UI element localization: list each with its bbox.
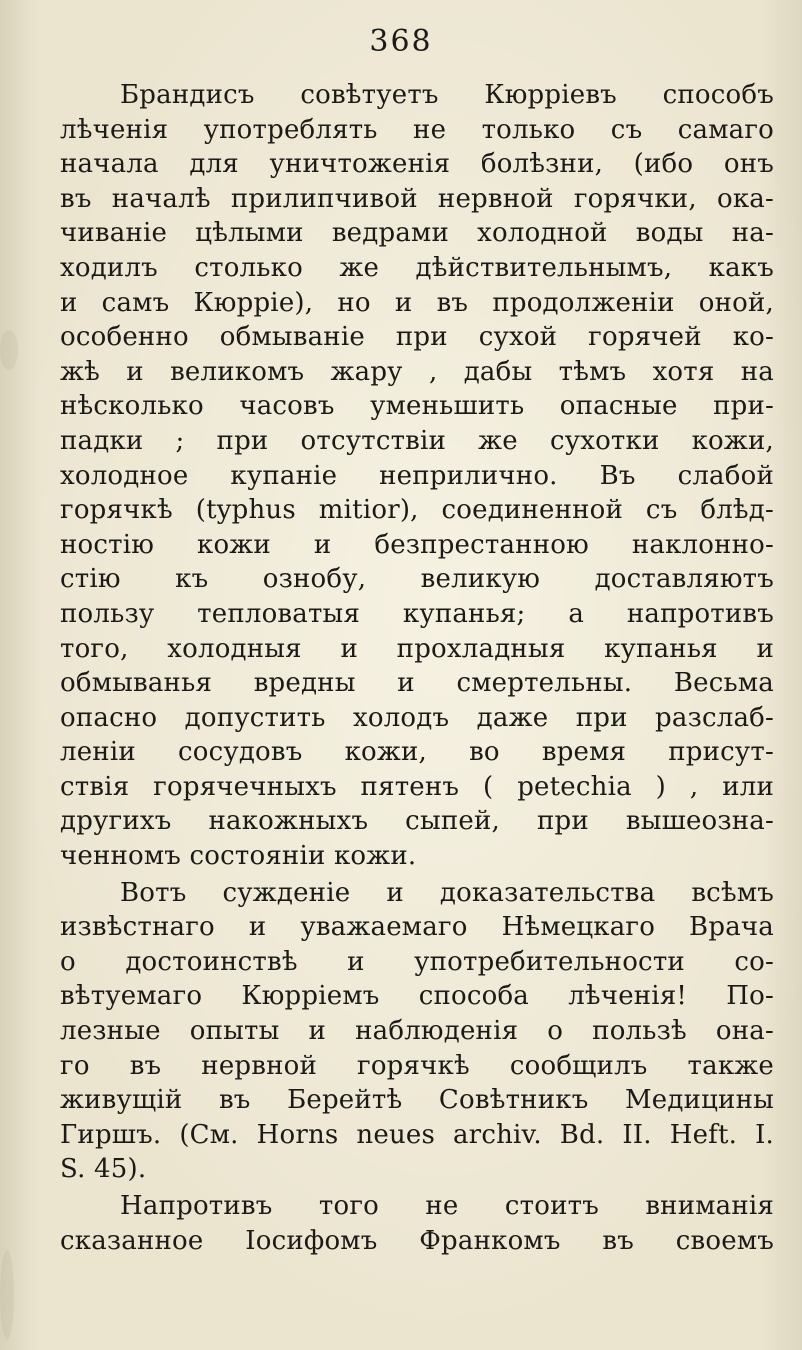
text-line: стію къ ознобу, великую доставляютъ <box>60 564 774 595</box>
text-line: Вотъ сужденіе и доказательства всѣмъ <box>120 877 774 908</box>
text-line: опасно допустить холодъ даже при разслаб- <box>60 702 774 733</box>
text-line: Напротивъ того не стоитъ вниманія <box>120 1191 774 1221</box>
text-line: жѣ и великомъ жару , дабы тѣмъ хотя на <box>60 356 774 387</box>
text-line: го въ нервной горячкѣ сообщилъ также <box>60 1050 774 1081</box>
body-text <box>60 78 774 1258</box>
text-line: леніи сосудовъ кожи, во время присут- <box>60 737 774 768</box>
text-line: падки ; при отсутствіи же сухотки кожи, <box>60 425 774 456</box>
text-line: чиваніе цѣлыми ведрами холодной воды на- <box>60 218 774 249</box>
text-line: извѣстнаго и уважаемаго Нѣмецкаго Врача <box>60 912 774 943</box>
page-number: 368 <box>369 24 433 59</box>
text-line: ствія горячечныхъ пятенъ ( petechia ) , или <box>60 771 774 802</box>
text-line: ходилъ столько же дѣйствительнымъ, какъ <box>60 252 774 283</box>
text-line: Брандисъ совѣтуетъ Кюрріевъ способъ <box>120 80 774 110</box>
text-line: холодное купаніе неприлично. Въ слабой <box>60 460 774 491</box>
text-line: лѣченія употреблять не только съ самаго <box>60 114 774 145</box>
text-line: и самъ Кюрріе), но и въ продолженіи оной, <box>60 287 774 318</box>
text-line: обмыванья вредны и смертельны. Весьма <box>60 668 774 699</box>
paragraph-3 <box>60 1189 774 1258</box>
text-line: начала для уничтоженія болѣзни, (ибо онъ <box>60 149 774 180</box>
text-line: S. 45). <box>60 1154 147 1185</box>
text-line: вѣтуемаго Кюрріемъ способа лѣченія! По- <box>60 981 774 1012</box>
text-line: въ началѣ прилипчивой нервной горячки, ока- <box>60 183 774 214</box>
paper-stain <box>0 1250 14 1340</box>
text-line: горячкѣ (typhus mitior), соединенной съ блѣд- <box>60 495 774 526</box>
text-line: лезные опыты и наблюденія о пользѣ она- <box>60 1016 774 1047</box>
text-line: ностію кожи и безпрестанною наклонно- <box>60 529 774 560</box>
paragraph-2 <box>60 876 774 1187</box>
text-line: пользу тепловатыя купанья; а напротивъ <box>60 598 774 629</box>
text-line: другихъ накожныхъ сыпей, при вышеозна- <box>60 806 774 837</box>
text-line: о достоинствѣ и употребительности со- <box>60 946 774 977</box>
paragraph-1 <box>60 78 774 874</box>
paper-stain <box>0 330 18 370</box>
text-line: живущій въ Берейтѣ Совѣтникъ Медицины <box>60 1085 774 1116</box>
text-line: Гиршъ. (См. Horns neues archiv. Bd. II. Heft. I. <box>60 1119 774 1150</box>
text-line: нѣсколько часовъ уменьшить опасные при- <box>60 391 774 422</box>
text-line: того, холодныя и прохладныя купанья и <box>60 633 774 664</box>
text-line: сказанное Іосифомъ Франкомъ въ своемъ <box>60 1225 774 1256</box>
text-line: ченномъ состояніи кожи. <box>60 841 417 872</box>
text-line: особенно обмываніе при сухой горячей ко- <box>60 322 774 353</box>
